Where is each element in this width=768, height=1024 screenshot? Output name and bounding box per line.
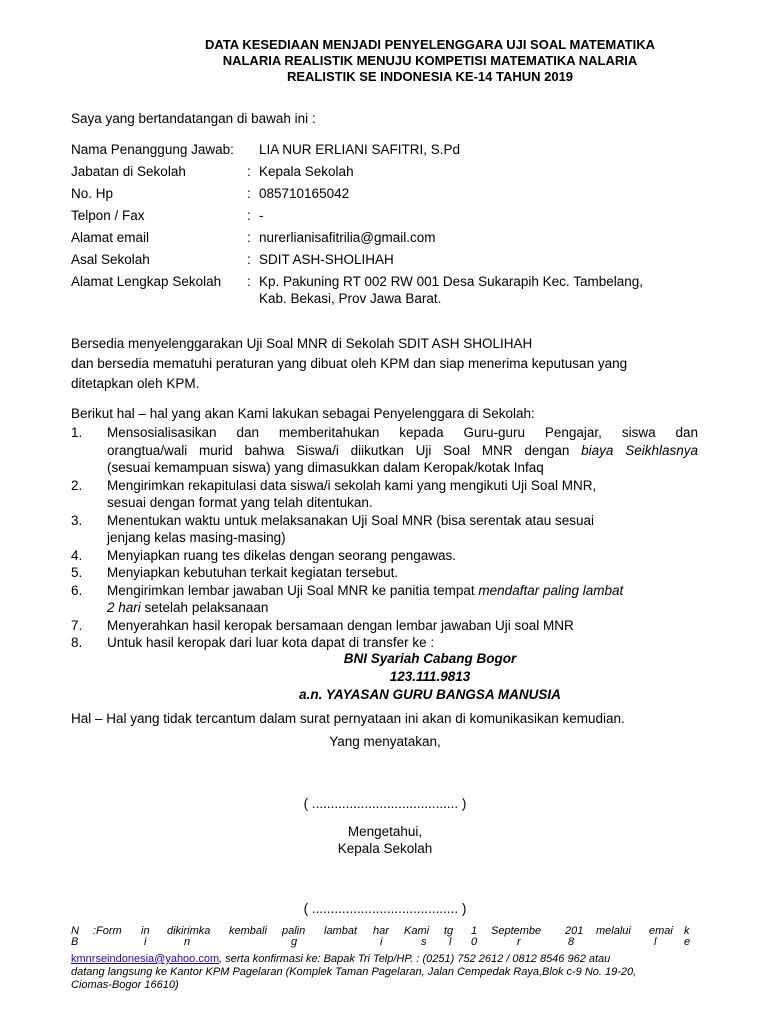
- item-number: 1.: [71, 425, 83, 440]
- note-word: N: [71, 925, 79, 937]
- signature-line-2: ( ....................................... ): [303, 901, 467, 916]
- field-asal-sekolah: [71, 251, 711, 268]
- note-word: kembali: [229, 925, 267, 937]
- field-colon: :: [247, 252, 251, 267]
- field-colon: :: [247, 164, 251, 179]
- field-telpon-fax: [71, 207, 711, 224]
- field-label: Asal Sekolah: [71, 252, 150, 267]
- note-word: dikirimka: [167, 925, 211, 937]
- task-list: [71, 424, 698, 652]
- title-line-2: NALARIA REALISTIK MENUJU KOMPETISI MATEMATIKA NALARIA: [222, 53, 638, 68]
- note-letter: l: [654, 936, 657, 948]
- field-label: Telpon / Fax: [71, 208, 145, 223]
- note-letter: i: [380, 936, 383, 948]
- acknowledge-label: Mengetahui,: [347, 824, 423, 839]
- field-label: Alamat Lengkap Sekolah: [71, 274, 222, 289]
- note-letter: e: [684, 936, 691, 948]
- item-number: 4.: [71, 547, 83, 563]
- footnote-line-3: Ciomas-Bogor 16610): [71, 979, 179, 991]
- item-number: 8.: [71, 635, 83, 650]
- note-word: har: [373, 925, 389, 937]
- item-text: Menyerahkan hasil keropak bersamaan dengan lembar jawaban Uji soal MNR: [107, 617, 574, 633]
- bank-info: [150, 650, 710, 704]
- item-text: sesuai dengan format yang telah ditentukan.: [107, 495, 373, 510]
- footnote-line-1: , serta konfirmasi ke: Bapak Tri Telp/HP. : (0251) 752 2612 / 0812 8546 962 atau: [219, 953, 611, 965]
- note-word: emai: [649, 925, 673, 937]
- field-colon: :: [247, 208, 251, 223]
- item-text: Mengirimkan lembar jawaban Uji Soal MNR ke panitia tempat: [107, 582, 479, 598]
- list-item: [71, 564, 698, 582]
- field-value: SDIT ASH-SHOLIHAH: [259, 252, 394, 267]
- list-item: [71, 424, 698, 477]
- list-item: [71, 547, 698, 565]
- item-text: (sesuai kemampuan siswa) yang dimasukkan dalam Keropak/kotak Infaq: [107, 460, 544, 475]
- title-line-1: DATA KESEDIAAN MENJADI PENYELENGGARA UJI SOAL MATEMATIKA: [205, 37, 655, 52]
- statement-line-2: dan bersedia mematuhi peraturan yang dibuat oleh KPM dan siap menerima keputusan yang: [71, 356, 628, 371]
- acknowledge-role: Kepala Sekolah: [337, 841, 433, 856]
- item-text-italic: 2 hari: [107, 600, 141, 615]
- note-word: :Form: [93, 925, 122, 937]
- field-no-hp: [71, 185, 711, 202]
- footnote: [71, 953, 697, 992]
- field-alamat-sekolah: [71, 273, 711, 307]
- item-number: 5.: [71, 565, 83, 580]
- bank-account-number: 123.111.9813: [389, 669, 471, 684]
- item-number: 2.: [71, 477, 83, 493]
- field-label: Alamat email: [71, 230, 150, 245]
- item-number: 7.: [71, 617, 83, 633]
- note-word: Kami: [404, 925, 430, 937]
- note-letter: B: [71, 936, 79, 948]
- identity-fields: [71, 141, 711, 312]
- note-word: 1: [471, 925, 478, 937]
- statement-paragraph: [71, 334, 701, 394]
- note-word: k: [684, 925, 690, 937]
- field-label: No. Hp: [71, 186, 114, 201]
- note-letter: 0: [471, 936, 478, 948]
- note-word: Septembe: [491, 925, 542, 937]
- note-word: in: [141, 925, 150, 937]
- field-colon: :: [247, 186, 251, 201]
- item-text: Untuk hasil keropak dari luar kota dapat di transfer ke :: [107, 635, 435, 650]
- list-item: [71, 634, 698, 652]
- field-colon: :: [247, 274, 251, 289]
- acknowledge-block: [200, 823, 570, 857]
- signature-line-1: ( ....................................... ): [303, 796, 467, 811]
- list-item: [71, 617, 698, 635]
- note-letter: 8: [568, 936, 575, 948]
- email-link[interactable]: kmnrseindonesia@yahoo.com: [71, 953, 220, 965]
- field-value: -: [259, 208, 264, 223]
- address-line-1: Kp. Pakuning RT 002 RW 001 Desa Sukarapih Kec. Tambelang,: [259, 274, 643, 289]
- item-text: orangtua/wali murid bahwa Siswa/i diikutkan Uji Soal MNR dengan: [107, 442, 582, 458]
- item-text: Menyiapkan kebutuhan terkait kegiatan tersebut.: [107, 565, 399, 580]
- field-label: Jabatan di Sekolah: [71, 164, 186, 179]
- item-text-italic: mendaftar paling lambat: [478, 582, 624, 598]
- note-letter: i: [144, 936, 147, 948]
- item-number: 3.: [71, 512, 83, 528]
- statement-line-1: Bersedia menyelenggarakan Uji Soal MNR di Sekolah SDIT ASH SHOLIHAH: [71, 336, 533, 351]
- list-item: [71, 512, 698, 547]
- note-letter: l: [449, 936, 452, 948]
- item-text: Mengirimkan rekapitulasi data siswa/i sekolah kami yang mengikuti Uji Soal MNR,: [107, 477, 597, 493]
- item-number: 6.: [71, 582, 83, 598]
- item-text: jenjang kelas masing-masing): [107, 530, 286, 545]
- field-value: nurerlianisafitrilia@gmail.com: [259, 230, 436, 245]
- item-text: Mensosialisasikan dan memberitahukan kepada Guru-guru Pengajar, siswa dan: [107, 425, 698, 440]
- document-title: [150, 37, 710, 85]
- item-text: setelah pelaksanaan: [140, 600, 269, 615]
- list-item: [71, 582, 698, 617]
- footnote-line-2: datang langsung ke Kantor KPM Pagelaran (Komplek Taman Pagelaran, Jalan Cempedak Raya,Blok c-9 No. 19-20,: [71, 966, 637, 978]
- note-word: 201: [565, 925, 584, 937]
- list-item: [71, 477, 698, 512]
- note-letter: n: [184, 936, 191, 948]
- address-line-2: Kab. Bekasi, Prov Jawa Barat.: [259, 291, 442, 306]
- note-word: palin: [282, 925, 306, 937]
- signatory-label: Yang menyatakan,: [329, 734, 441, 749]
- note-word: lambat: [324, 925, 358, 937]
- note-letter: g: [291, 936, 298, 948]
- field-penanggung-jawab: [71, 141, 711, 158]
- footnote-fragmented-row: [71, 926, 697, 950]
- note-word: tg: [444, 925, 454, 937]
- closing-text: Hal – Hal yang tidak tercantum dalam surat pernyataan ini akan di komunikasikan kemudian.: [71, 711, 625, 726]
- title-line-3: REALISTIK SE INDONESIA KE-14 TAHUN 2019: [286, 69, 574, 84]
- note-letter: r: [517, 936, 521, 948]
- note-letter: s: [421, 936, 427, 948]
- field-value: [259, 273, 711, 307]
- statement-line-3: ditetapkan oleh KPM.: [71, 376, 200, 391]
- field-value: LIA NUR ERLIANI SAFITRI, S.Pd: [259, 142, 461, 157]
- note-word: melalui: [596, 925, 631, 937]
- field-label: Nama Penanggung Jawab:: [71, 142, 234, 157]
- field-jabatan: [71, 163, 711, 180]
- item-text-italic: biaya Seikhlasnya: [581, 442, 698, 458]
- item-text: Menentukan waktu untuk melaksanakan Uji Soal MNR (bisa serentak atau sesuai: [107, 512, 595, 528]
- bank-account-holder: a.n. YAYASAN GURU BANGSA MANUSIA: [299, 687, 561, 702]
- field-value: 085710165042: [259, 186, 350, 201]
- intro-text: Saya yang bertandatangan di bawah ini :: [71, 111, 316, 126]
- field-value: Kepala Sekolah: [259, 164, 354, 179]
- item-text: Menyiapkan ruang tes dikelas dengan seorang pengawas.: [107, 547, 456, 563]
- field-email: [71, 229, 711, 246]
- list-intro: Berikut hal – hal yang akan Kami lakukan sebagai Penyelenggara di Sekolah:: [71, 406, 535, 421]
- field-colon: :: [247, 230, 251, 245]
- bank-name: BNI Syariah Cabang Bogor: [343, 651, 517, 666]
